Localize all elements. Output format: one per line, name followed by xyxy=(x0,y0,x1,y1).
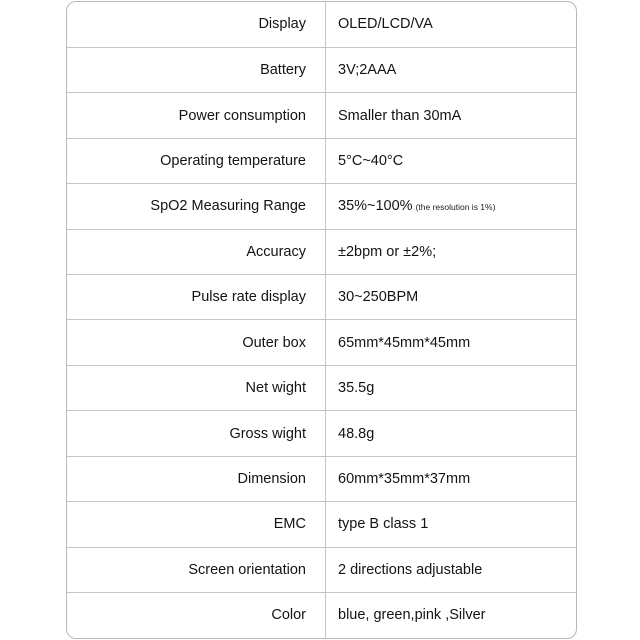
spec-row-color xyxy=(67,592,576,638)
spec-value: 35%~100% xyxy=(338,198,413,215)
spec-row-outer-box xyxy=(67,320,576,365)
spec-label: Outer box xyxy=(67,320,326,365)
spec-label: Operating temperature xyxy=(67,138,326,183)
spec-label: Screen orientation xyxy=(67,547,326,592)
spec-label: Accuracy xyxy=(67,229,326,274)
spec-row-spo2-range xyxy=(67,184,576,229)
spec-label: Battery xyxy=(67,47,326,92)
spec-table xyxy=(67,2,576,638)
spec-value: type B class 1 xyxy=(326,502,577,547)
spec-label: Power consumption xyxy=(67,93,326,138)
spec-value: 30~250BPM xyxy=(326,275,577,320)
spec-value: 35.5g xyxy=(326,365,577,410)
spec-row-dimension xyxy=(67,456,576,501)
spec-label: Net wight xyxy=(67,365,326,410)
spec-label: Dimension xyxy=(67,456,326,501)
spec-row-emc xyxy=(67,502,576,547)
spec-row-battery xyxy=(67,47,576,92)
spec-label: Gross wight xyxy=(67,411,326,456)
spec-value: 5°C~40°C xyxy=(326,138,577,183)
spec-value-cell xyxy=(326,184,577,229)
spec-row-accuracy xyxy=(67,229,576,274)
spec-row-display xyxy=(67,2,576,47)
spec-label: Pulse rate display xyxy=(67,275,326,320)
spec-sheet xyxy=(66,1,577,639)
spec-row-gross-weight xyxy=(67,411,576,456)
spec-row-screen-orientation xyxy=(67,547,576,592)
spec-value: 3V;2AAA xyxy=(326,47,577,92)
spec-label: SpO2 Measuring Range xyxy=(67,184,326,229)
spec-label: EMC xyxy=(67,502,326,547)
spec-value: 48.8g xyxy=(326,411,577,456)
spec-label: Display xyxy=(67,2,326,47)
spec-value: Smaller than 30mA xyxy=(326,93,577,138)
spec-row-pulse-rate-display xyxy=(67,275,576,320)
spec-row-net-weight xyxy=(67,365,576,410)
spec-note: (the resolution is 1%) xyxy=(415,202,496,213)
spec-value: 60mm*35mm*37mm xyxy=(326,456,577,501)
spec-row-operating-temperature xyxy=(67,138,576,183)
spec-value: 2 directions adjustable xyxy=(326,547,577,592)
spec-row-power-consumption xyxy=(67,93,576,138)
spec-value: OLED/LCD/VA xyxy=(326,2,577,47)
spec-label: Color xyxy=(67,592,326,638)
spec-value: blue, green,pink ,Silver xyxy=(338,607,486,624)
spec-value: 65mm*45mm*45mm xyxy=(326,320,577,365)
spec-value: ±2bpm or ±2%; xyxy=(326,229,577,274)
